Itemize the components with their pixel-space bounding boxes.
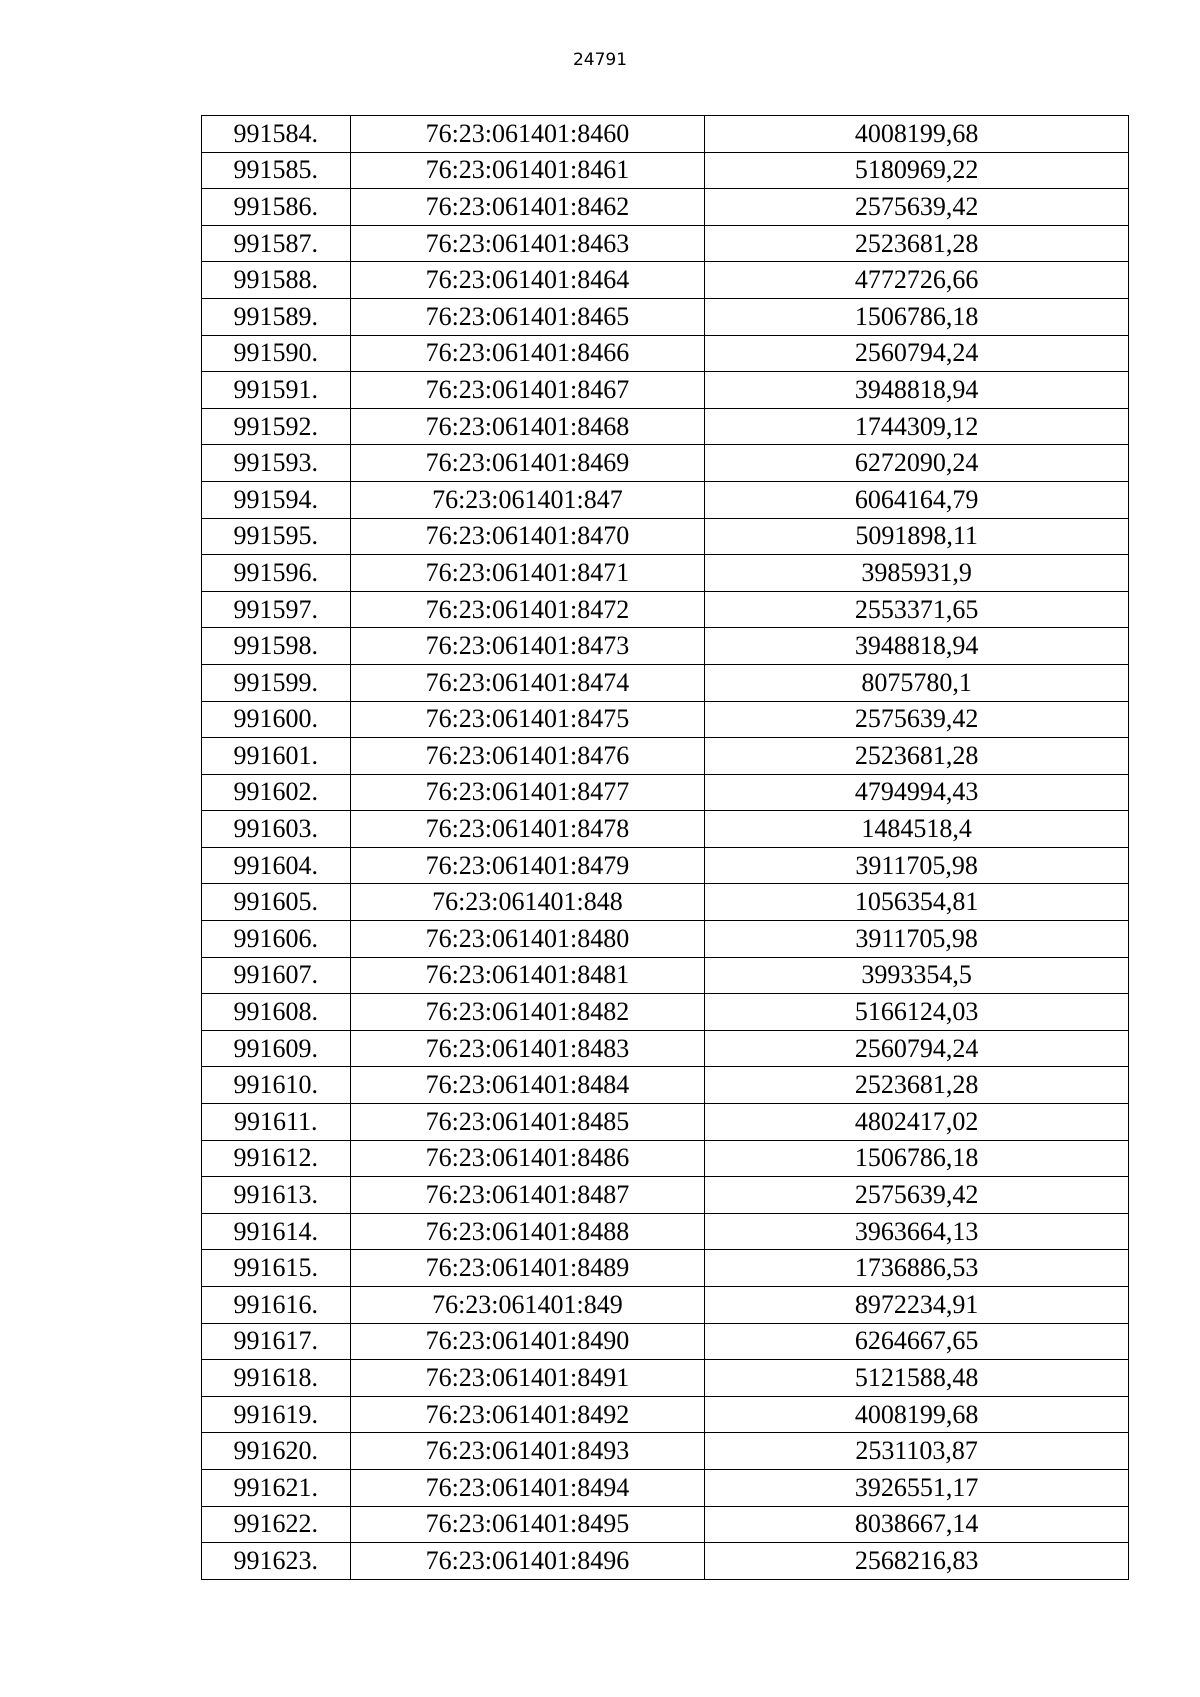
row-number-cell: 991622. (202, 1506, 351, 1543)
table-row (202, 298, 1129, 335)
cadastral-value-cell: 5091898,11 (705, 518, 1129, 555)
row-number-cell: 991611. (202, 1104, 351, 1141)
row-number-cell: 991604. (202, 847, 351, 884)
row-number-cell: 991612. (202, 1140, 351, 1177)
cadastral-value-cell: 1506786,18 (705, 298, 1129, 335)
cadastral-value-cell: 2560794,24 (705, 335, 1129, 372)
row-number-cell: 991617. (202, 1323, 351, 1360)
cadastral-value-cell: 3948818,94 (705, 628, 1129, 665)
cadastral-number-cell: 76:23:061401:8469 (350, 445, 705, 482)
row-number-cell: 991621. (202, 1469, 351, 1506)
cadastral-number-cell: 76:23:061401:8476 (350, 738, 705, 775)
table-row (202, 481, 1129, 518)
cadastral-value-cell: 1744309,12 (705, 408, 1129, 445)
cadastral-number-cell: 76:23:061401:8489 (350, 1250, 705, 1287)
cadastral-number-cell: 76:23:061401:8494 (350, 1469, 705, 1506)
cadastral-number-cell: 76:23:061401:8468 (350, 408, 705, 445)
table-row (202, 1213, 1129, 1250)
cadastral-number-cell: 76:23:061401:8485 (350, 1104, 705, 1141)
cadastral-number-cell: 76:23:061401:8460 (350, 116, 705, 153)
cadastral-value-cell: 4802417,02 (705, 1104, 1129, 1141)
cadastral-value-cell: 8972234,91 (705, 1287, 1129, 1324)
cadastral-number-cell: 76:23:061401:848 (350, 884, 705, 921)
table-row (202, 884, 1129, 921)
table-row (202, 518, 1129, 555)
table-row (202, 847, 1129, 884)
cadastral-value-cell: 8038667,14 (705, 1506, 1129, 1543)
row-number-cell: 991619. (202, 1396, 351, 1433)
page-number: 24791 (572, 50, 628, 70)
cadastral-number-cell: 76:23:061401:849 (350, 1287, 705, 1324)
cadastral-number-cell: 76:23:061401:8495 (350, 1506, 705, 1543)
table-row (202, 1543, 1129, 1580)
cadastral-value-cell: 2575639,42 (705, 1177, 1129, 1214)
row-number-cell: 991602. (202, 774, 351, 811)
cadastral-value-cell: 6264667,65 (705, 1323, 1129, 1360)
row-number-cell: 991587. (202, 225, 351, 262)
table-row (202, 1067, 1129, 1104)
table-row (202, 1433, 1129, 1470)
table-row (202, 811, 1129, 848)
table-row (202, 555, 1129, 592)
cadastral-number-cell: 76:23:061401:8463 (350, 225, 705, 262)
cadastral-value-cell: 5180969,22 (705, 152, 1129, 189)
table-row (202, 994, 1129, 1031)
table-row (202, 921, 1129, 958)
cadastral-value-cell: 3985931,9 (705, 555, 1129, 592)
cadastral-number-cell: 76:23:061401:8472 (350, 591, 705, 628)
table-row (202, 152, 1129, 189)
cadastral-value-cell: 8075780,1 (705, 664, 1129, 701)
row-number-cell: 991591. (202, 372, 351, 409)
cadastral-number-cell: 76:23:061401:8464 (350, 262, 705, 299)
cadastral-number-cell: 76:23:061401:8466 (350, 335, 705, 372)
cadastral-value-cell: 3926551,17 (705, 1469, 1129, 1506)
row-number-cell: 991616. (202, 1287, 351, 1324)
cadastral-value-cell: 2560794,24 (705, 1030, 1129, 1067)
table-row (202, 372, 1129, 409)
row-number-cell: 991592. (202, 408, 351, 445)
table-row (202, 189, 1129, 226)
row-number-cell: 991610. (202, 1067, 351, 1104)
table-row (202, 335, 1129, 372)
cadastral-number-cell: 76:23:061401:8480 (350, 921, 705, 958)
row-number-cell: 991596. (202, 555, 351, 592)
table-row (202, 1396, 1129, 1433)
cadastral-value-cell: 3911705,98 (705, 921, 1129, 958)
row-number-cell: 991614. (202, 1213, 351, 1250)
row-number-cell: 991595. (202, 518, 351, 555)
cadastral-value-cell: 2523681,28 (705, 225, 1129, 262)
row-number-cell: 991588. (202, 262, 351, 299)
cadastral-number-cell: 76:23:061401:847 (350, 481, 705, 518)
cadastral-value-cell: 1484518,4 (705, 811, 1129, 848)
cadastral-value-cell: 5166124,03 (705, 994, 1129, 1031)
row-number-cell: 991609. (202, 1030, 351, 1067)
cadastral-number-cell: 76:23:061401:8478 (350, 811, 705, 848)
cadastral-number-cell: 76:23:061401:8487 (350, 1177, 705, 1214)
table-row (202, 664, 1129, 701)
cadastral-number-cell: 76:23:061401:8471 (350, 555, 705, 592)
row-number-cell: 991618. (202, 1360, 351, 1397)
table-row (202, 957, 1129, 994)
cadastral-value-cell: 2553371,65 (705, 591, 1129, 628)
cadastral-value-cell: 3993354,5 (705, 957, 1129, 994)
table-row (202, 1506, 1129, 1543)
cadastral-value-cell: 1736886,53 (705, 1250, 1129, 1287)
cadastral-value-cell: 4008199,68 (705, 116, 1129, 153)
row-number-cell: 991613. (202, 1177, 351, 1214)
cadastral-number-cell: 76:23:061401:8477 (350, 774, 705, 811)
table-row (202, 1030, 1129, 1067)
table-row (202, 225, 1129, 262)
row-number-cell: 991606. (202, 921, 351, 958)
cadastral-value-cell: 2523681,28 (705, 738, 1129, 775)
cadastral-value-cell: 2531103,87 (705, 1433, 1129, 1470)
row-number-cell: 991597. (202, 591, 351, 628)
cadastral-number-cell: 76:23:061401:8473 (350, 628, 705, 665)
table-row (202, 445, 1129, 482)
cadastral-number-cell: 76:23:061401:8482 (350, 994, 705, 1031)
row-number-cell: 991601. (202, 738, 351, 775)
cadastral-value-cell: 3948818,94 (705, 372, 1129, 409)
cadastral-value-cell: 1056354,81 (705, 884, 1129, 921)
cadastral-value-cell: 6064164,79 (705, 481, 1129, 518)
table-row (202, 628, 1129, 665)
cadastral-number-cell: 76:23:061401:8481 (350, 957, 705, 994)
row-number-cell: 991607. (202, 957, 351, 994)
row-number-cell: 991593. (202, 445, 351, 482)
table-row (202, 1250, 1129, 1287)
table-row (202, 1104, 1129, 1141)
cadastral-number-cell: 76:23:061401:8467 (350, 372, 705, 409)
cadastral-value-cell: 1506786,18 (705, 1140, 1129, 1177)
cadastral-value-cell: 3963664,13 (705, 1213, 1129, 1250)
row-number-cell: 991603. (202, 811, 351, 848)
row-number-cell: 991594. (202, 481, 351, 518)
cadastral-number-cell: 76:23:061401:8474 (350, 664, 705, 701)
cadastral-number-cell: 76:23:061401:8486 (350, 1140, 705, 1177)
cadastral-number-cell: 76:23:061401:8492 (350, 1396, 705, 1433)
table-row (202, 262, 1129, 299)
cadastral-value-cell: 2575639,42 (705, 701, 1129, 738)
cadastral-number-cell: 76:23:061401:8462 (350, 189, 705, 226)
table-row (202, 116, 1129, 153)
table-row (202, 1177, 1129, 1214)
table-row (202, 774, 1129, 811)
table-row (202, 1323, 1129, 1360)
row-number-cell: 991585. (202, 152, 351, 189)
table-row (202, 738, 1129, 775)
cadastral-value-cell: 6272090,24 (705, 445, 1129, 482)
table-row (202, 701, 1129, 738)
cadastral-value-cell: 3911705,98 (705, 847, 1129, 884)
row-number-cell: 991584. (202, 116, 351, 153)
row-number-cell: 991586. (202, 189, 351, 226)
row-number-cell: 991615. (202, 1250, 351, 1287)
cadastral-value-cell: 2523681,28 (705, 1067, 1129, 1104)
cadastral-value-table (201, 115, 1129, 1580)
cadastral-number-cell: 76:23:061401:8496 (350, 1543, 705, 1580)
row-number-cell: 991598. (202, 628, 351, 665)
row-number-cell: 991599. (202, 664, 351, 701)
cadastral-number-cell: 76:23:061401:8465 (350, 298, 705, 335)
row-number-cell: 991620. (202, 1433, 351, 1470)
cadastral-value-cell: 2568216,83 (705, 1543, 1129, 1580)
cadastral-number-cell: 76:23:061401:8461 (350, 152, 705, 189)
table-body (202, 116, 1129, 1580)
cadastral-number-cell: 76:23:061401:8470 (350, 518, 705, 555)
table-row (202, 1287, 1129, 1324)
cadastral-value-cell: 2575639,42 (705, 189, 1129, 226)
cadastral-number-cell: 76:23:061401:8479 (350, 847, 705, 884)
cadastral-number-cell: 76:23:061401:8484 (350, 1067, 705, 1104)
row-number-cell: 991600. (202, 701, 351, 738)
table-row (202, 408, 1129, 445)
row-number-cell: 991589. (202, 298, 351, 335)
cadastral-value-cell: 4008199,68 (705, 1396, 1129, 1433)
cadastral-number-cell: 76:23:061401:8483 (350, 1030, 705, 1067)
row-number-cell: 991590. (202, 335, 351, 372)
cadastral-number-cell: 76:23:061401:8493 (350, 1433, 705, 1470)
row-number-cell: 991623. (202, 1543, 351, 1580)
cadastral-number-cell: 76:23:061401:8491 (350, 1360, 705, 1397)
row-number-cell: 991605. (202, 884, 351, 921)
cadastral-number-cell: 76:23:061401:8488 (350, 1213, 705, 1250)
table-row (202, 1140, 1129, 1177)
cadastral-value-cell: 5121588,48 (705, 1360, 1129, 1397)
row-number-cell: 991608. (202, 994, 351, 1031)
table-row (202, 1469, 1129, 1506)
table-row (202, 591, 1129, 628)
cadastral-number-cell: 76:23:061401:8475 (350, 701, 705, 738)
cadastral-number-cell: 76:23:061401:8490 (350, 1323, 705, 1360)
cadastral-value-cell: 4772726,66 (705, 262, 1129, 299)
cadastral-value-cell: 4794994,43 (705, 774, 1129, 811)
table-row (202, 1360, 1129, 1397)
